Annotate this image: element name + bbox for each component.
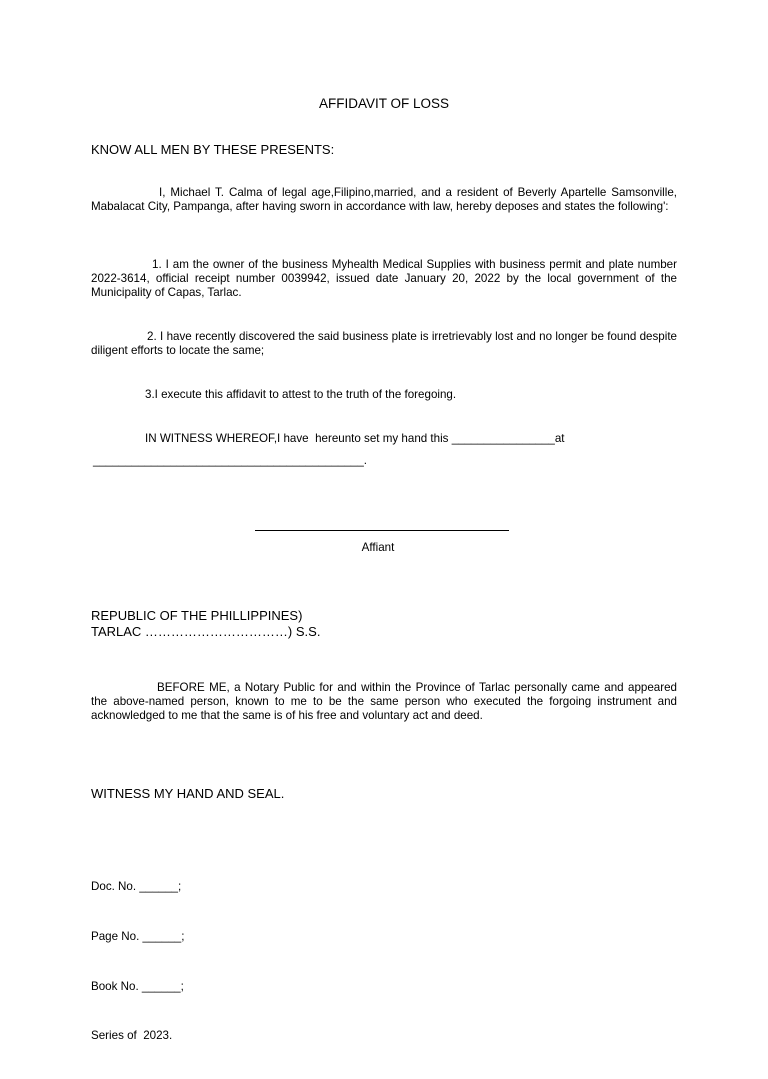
jurat-venue: TARLAC ……………………………) S.S. (91, 624, 321, 639)
jurat-republic: REPUBLIC OF THE PHILLIPPINES) (91, 608, 303, 623)
doc-number-line: Doc. No. ______; (91, 880, 182, 893)
witness-line: IN WITNESS WHEREOF,I have hereunto set my hand this ________________at (145, 432, 565, 445)
signature-line (255, 530, 509, 531)
jurat-closing: WITNESS MY HAND AND SEAL. (91, 786, 285, 801)
document-title: AFFIDAVIT OF LOSS (318, 96, 450, 111)
item-3-paragraph: 3.I execute this affidavit to attest to the truth of the foregoing. (145, 388, 457, 401)
series-line: Series of 2023. (91, 1029, 173, 1043)
jurat-body-paragraph: BEFORE ME, a Notary Public for and within the Province of Tarlac personally came and appeared the above-named person, known to me to be the same person who executed the forgoing instrument and acknowledged to me that the same is of his free and voluntary act and deed. (91, 681, 677, 722)
salutation: KNOW ALL MEN BY THESE PRESENTS: (91, 142, 335, 157)
book-number-line: Book No. ______; (91, 979, 184, 993)
notarial-register (91, 844, 184, 1079)
item-1-paragraph: 1. I am the owner of the business Myhealth Medical Supplies with business permit and plate number 2022-3614, official receipt number 0039942, issued date January 20, 2022 by the local government of the Municipality of Capas, Tarlac. (91, 258, 677, 299)
affiant-label: Affiant (361, 541, 395, 554)
place-blank-line: __________________________________________. (93, 454, 368, 467)
item-2-paragraph: 2. I have recently discovered the said business plate is irretrievably lost and no longer be found despite diligent efforts to locate the same; (91, 330, 677, 357)
intro-paragraph: I, Michael T. Calma of legal age,Filipino,married, and a resident of Beverly Apartelle Samsonville, Mabalacat City, Pampanga, after having sworn in accordance with law, hereby deposes and states the following': (91, 186, 677, 213)
page-number-line: Page No. ______; (91, 929, 185, 943)
